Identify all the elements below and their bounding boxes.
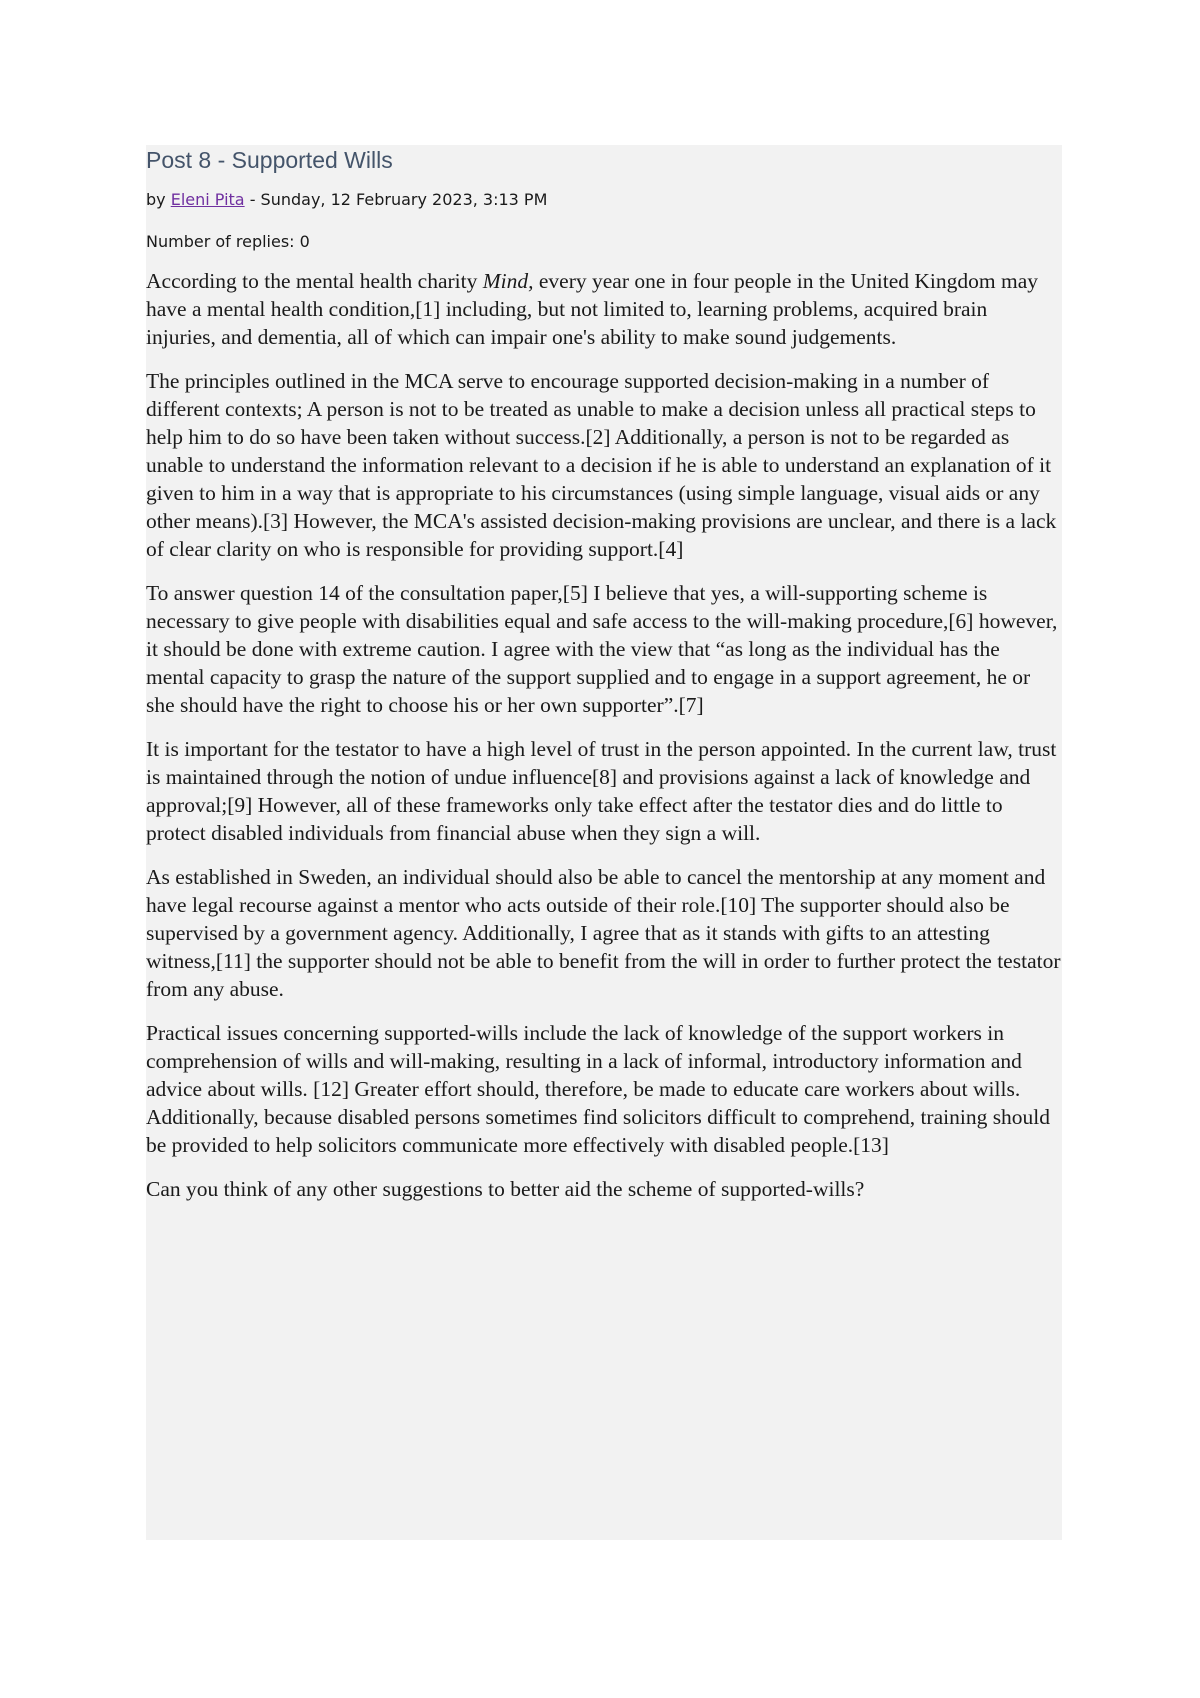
paragraph-4: It is important for the testator to have a high level of trust in the person appointed. In the current law, trust is maintained through the notion of undue influence[8] and provisions against a lack of knowledge and approval;[9] However, all of these frameworks only take effect after the testator dies and do little to protect disabled individuals from financial abuse when they sign a will. bbox=[146, 737, 1057, 845]
paragraph-2: The principles outlined in the MCA serve to encourage supported decision-making in a number of different contexts; A person is not to be treated as unable to make a decision unless all practical steps to help him to do so have been taken without success.[2] Additionally, a person is not to be regarded as unable to understand the information relevant to a decision if he is able to understand an explanation of it given to him in a way that is appropriate to his circumstances (using simple language, visual aids or any other means).[3] However, the MCA's assisted decision-making provisions are unclear, and there is a lack of clear clarity on who is responsible for providing support.[4] bbox=[146, 369, 1057, 561]
forum-post bbox=[146, 145, 1062, 1540]
paragraph-6: Practical issues concerning supported-wills include the lack of knowledge of the support workers in comprehension of wills and will-making, resulting in a lack of informal, introductory information and advice about wills. [12] Greater effort should, therefore, be made to educate care workers about wills. Additionally, because disabled persons sometimes find solicitors difficult to comprehend, training should be provided to help solicitors communicate more effectively with disabled people.[13] bbox=[146, 1021, 1051, 1157]
post-body bbox=[146, 267, 1062, 1203]
paragraph-3: To answer question 14 of the consultation paper,[5] I believe that yes, a will-supporting scheme is necessary to give people with disabilities equal and safe access to the will-making procedure,[6] however, it should be done with extreme caution. I agree with the view that “as long as the individual has the mental capacity to grasp the nature of the support supplied and to engage in a support agreement, he or she should have the right to choose his or her own supporter”.[7] bbox=[146, 581, 1058, 717]
post-date: - Sunday, 12 February 2023, 3:13 PM bbox=[244, 190, 548, 209]
paragraph-1-text-b: every year one in four people in the United Kingdom may have a mental health condition,[1] including, but not limited to, learning problems, acquired brain injuries, and dementia, all of which can impair one's ability to make sound judgements. bbox=[146, 269, 1038, 349]
byline-prefix: by bbox=[146, 190, 171, 209]
author-link[interactable]: Eleni Pita bbox=[170, 190, 245, 209]
charity-name: Mind, bbox=[482, 269, 534, 293]
paragraph-5: As established in Sweden, an individual should also be able to cancel the mentorship at any moment and have legal recourse against a mentor who acts outside of their role.[10] The supporter should also be supervised by a government agency. Additionally, I agree that as it stands with gifts to an attesting witness,[11] the supporter should not be able to benefit from the will in order to further protect the testator from any abuse. bbox=[146, 865, 1061, 1001]
byline bbox=[146, 189, 1062, 211]
paragraph-7: Can you think of any other suggestions to better aid the scheme of supported-wills? bbox=[146, 1177, 865, 1201]
reply-count: Number of replies: 0 bbox=[146, 232, 310, 251]
post-title: Post 8 - Supported Wills bbox=[146, 147, 393, 173]
paragraph-1-text-a: According to the mental health charity bbox=[146, 269, 483, 293]
paragraph-1 bbox=[146, 267, 1062, 351]
